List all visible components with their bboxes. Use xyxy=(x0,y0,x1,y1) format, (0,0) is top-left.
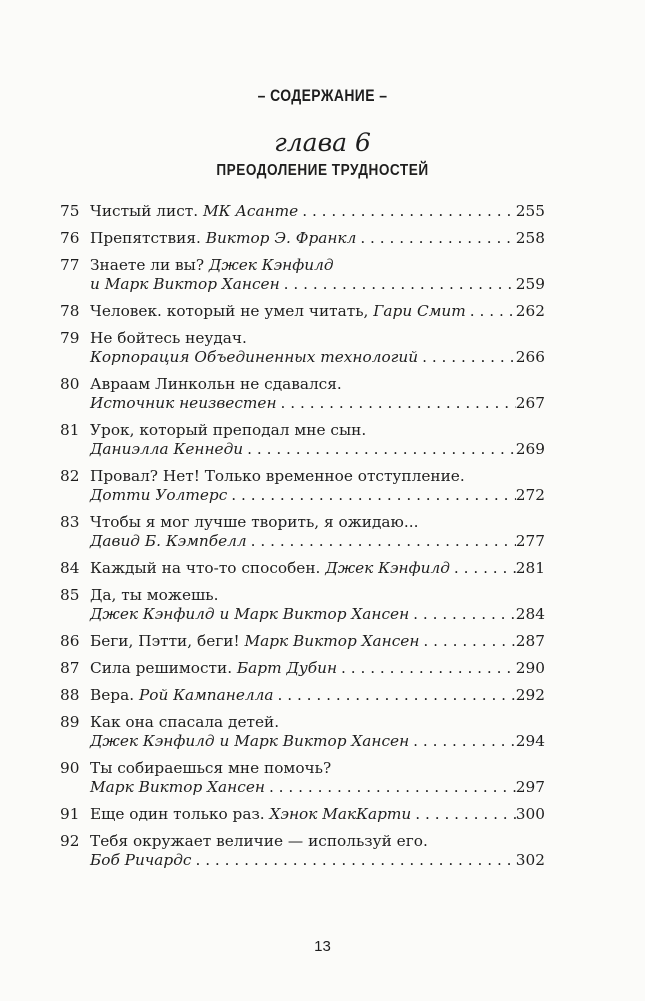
entry-line xyxy=(90,229,545,248)
entry-line xyxy=(90,421,545,440)
entry-author: Рой Кампанелла xyxy=(138,686,274,704)
entry-page-number: 294 xyxy=(515,732,545,750)
entry-number: 85 xyxy=(60,586,80,604)
entry-author: Даниэлла Кеннеди xyxy=(90,440,244,458)
entry-line xyxy=(90,805,545,824)
entry-line xyxy=(90,440,545,459)
entry-number: 76 xyxy=(60,229,80,247)
dot-leader xyxy=(356,229,515,248)
dot-leader xyxy=(191,851,515,870)
dot-leader xyxy=(409,605,516,624)
toc-entry[interactable] xyxy=(60,659,545,678)
toc-entry[interactable] xyxy=(60,805,545,824)
entry-body xyxy=(90,375,545,413)
entry-title: Чтобы я мог лучше творить, я ожидаю... xyxy=(90,513,419,531)
entry-body xyxy=(90,559,545,578)
entry-body xyxy=(90,329,545,367)
dot-leader xyxy=(243,440,516,459)
entry-line xyxy=(90,329,545,348)
entry-title: Еще один только раз. xyxy=(90,805,270,823)
entry-page-number: 262 xyxy=(515,302,545,320)
entry-page-number: 300 xyxy=(515,805,545,823)
entry-line xyxy=(90,532,545,551)
entry-line xyxy=(90,586,545,605)
entry-line xyxy=(90,686,545,705)
entry-line xyxy=(90,467,545,486)
entry-author: Марк Виктор Хансен xyxy=(90,778,265,796)
dot-leader xyxy=(274,686,516,705)
entry-number: 91 xyxy=(60,805,80,823)
toc-entry[interactable] xyxy=(60,329,545,367)
entry-title: Препятствия. xyxy=(90,229,206,247)
entry-body xyxy=(90,659,545,678)
entry-title: Как она спасала детей. xyxy=(90,713,280,731)
entry-body xyxy=(90,832,545,870)
entry-title: Не бойтесь неудач. xyxy=(90,329,247,347)
dot-leader xyxy=(247,532,516,551)
entry-line xyxy=(90,559,545,578)
entry-author: Гари Смит xyxy=(373,302,466,320)
entry-body xyxy=(90,686,545,705)
entry-body xyxy=(90,759,545,797)
toc-entry[interactable] xyxy=(60,229,545,248)
entry-line xyxy=(90,832,545,851)
entry-author: Боб Ричардс xyxy=(90,851,192,869)
entry-body xyxy=(90,513,545,551)
chapter-heading: глава 6 xyxy=(274,128,371,157)
entry-page-number: 269 xyxy=(515,440,545,458)
dot-leader xyxy=(411,805,516,824)
entry-title: Да, ты можешь. xyxy=(90,586,219,604)
entry-number: 89 xyxy=(60,713,80,731)
entry-line xyxy=(90,202,545,221)
entry-body xyxy=(90,302,545,321)
entry-number: 79 xyxy=(60,329,80,347)
entry-title: Знаете ли вы? xyxy=(90,256,209,274)
toc-entry[interactable] xyxy=(60,686,545,705)
entry-body xyxy=(90,467,545,505)
entry-body xyxy=(90,586,545,624)
entry-page-number: 267 xyxy=(515,394,545,412)
dot-leader xyxy=(337,659,516,678)
toc-entry[interactable] xyxy=(60,256,545,294)
entry-author: Источник неизвестен xyxy=(90,394,277,412)
entry-line xyxy=(90,605,545,624)
entry-page-number: 266 xyxy=(515,348,545,366)
entry-body xyxy=(90,202,545,221)
entry-body xyxy=(90,256,545,294)
entry-line xyxy=(90,713,545,732)
section-heading: – СОДЕРЖАНИЕ – xyxy=(257,86,388,105)
page-number: 13 xyxy=(314,938,331,955)
entry-author: Виктор Э. Франкл xyxy=(205,229,357,247)
entry-page-number: 297 xyxy=(515,778,545,796)
toc-entry[interactable] xyxy=(60,713,545,751)
toc-entry[interactable] xyxy=(60,375,545,413)
entry-number: 75 xyxy=(60,202,80,220)
toc-entry[interactable] xyxy=(60,586,545,624)
entry-page-number: 287 xyxy=(515,632,545,650)
entry-body xyxy=(90,632,545,651)
dot-leader xyxy=(280,275,516,294)
toc-entry[interactable] xyxy=(60,302,545,321)
entry-line xyxy=(90,275,545,294)
dot-leader xyxy=(265,778,516,797)
entry-page-number: 302 xyxy=(515,851,545,869)
dot-leader xyxy=(277,394,516,413)
entry-author: Марк Виктор Хансен xyxy=(244,632,420,650)
toc-entry[interactable] xyxy=(60,759,545,797)
table-of-contents xyxy=(60,202,545,878)
entry-title: Чистый лист. xyxy=(90,202,203,220)
entry-body xyxy=(90,805,545,824)
dot-leader xyxy=(418,348,516,367)
entry-page-number: 277 xyxy=(515,532,545,550)
entry-page-number: 259 xyxy=(515,275,545,293)
entry-number: 81 xyxy=(60,421,80,439)
entry-author: Джек Кэнфилд xyxy=(208,256,334,274)
entry-author: Корпорация Объединенных технологий xyxy=(90,348,419,366)
entry-number: 86 xyxy=(60,632,80,650)
entry-line xyxy=(90,659,545,678)
entry-page-number: 281 xyxy=(515,559,545,577)
entry-line xyxy=(90,486,545,505)
entry-number: 88 xyxy=(60,686,80,704)
entry-title: Каждый на что-то способен. xyxy=(90,559,326,577)
entry-line xyxy=(90,394,545,413)
entry-page-number: 255 xyxy=(515,202,545,220)
entry-author: МК Асанте xyxy=(202,202,299,220)
entry-title: Провал? Нет! Только временное отступление. xyxy=(90,467,465,485)
entry-line xyxy=(90,375,545,394)
entry-line xyxy=(90,513,545,532)
entry-title: Урок, который преподал мне сын. xyxy=(90,421,367,439)
entry-line xyxy=(90,302,545,321)
entry-number: 83 xyxy=(60,513,80,531)
entry-line xyxy=(90,759,545,778)
entry-number: 92 xyxy=(60,832,80,850)
entry-title: Человек. который не умел читать, xyxy=(90,302,374,320)
dot-leader xyxy=(450,559,516,578)
entry-title: Беги, Пэтти, беги! xyxy=(90,632,245,650)
entry-number: 82 xyxy=(60,467,80,485)
entry-author: Джек Кэнфилд и Марк Виктор Хансен xyxy=(90,732,410,750)
entry-number: 80 xyxy=(60,375,80,393)
entry-page-number: 290 xyxy=(515,659,545,677)
toc-entry[interactable] xyxy=(60,632,545,651)
dot-leader xyxy=(466,302,516,321)
entry-number: 77 xyxy=(60,256,80,274)
entry-body xyxy=(90,713,545,751)
toc-entry[interactable] xyxy=(60,202,545,221)
entry-number: 90 xyxy=(60,759,80,777)
toc-entry[interactable] xyxy=(60,467,545,505)
dot-leader xyxy=(419,632,515,651)
entry-title: Вера. xyxy=(90,686,139,704)
entry-number: 87 xyxy=(60,659,80,677)
entry-title: Тебя окружает величие — используй его. xyxy=(90,832,428,850)
toc-entry[interactable] xyxy=(60,559,545,578)
entry-title: Ты собираешься мне помочь? xyxy=(90,759,332,777)
toc-entry[interactable] xyxy=(60,421,545,459)
entry-author: Барт Дубин xyxy=(236,659,338,677)
toc-entry[interactable] xyxy=(60,832,545,870)
entry-line xyxy=(90,632,545,651)
entry-number: 78 xyxy=(60,302,80,320)
dot-leader xyxy=(227,486,516,505)
entry-body xyxy=(90,421,545,459)
entry-number: 84 xyxy=(60,559,80,577)
entry-author: Хэнок МакКарти xyxy=(269,805,412,823)
entry-author: Джек Кэнфилд и Марк Виктор Хансен xyxy=(90,605,410,623)
chapter-title: ПРЕОДОЛЕНИЕ ТРУДНОСТЕЙ xyxy=(216,162,429,179)
entry-line xyxy=(90,348,545,367)
entry-body xyxy=(90,229,545,248)
entry-line xyxy=(90,256,545,275)
entry-line xyxy=(90,778,545,797)
entry-page-number: 292 xyxy=(515,686,545,704)
entry-page-number: 272 xyxy=(515,486,545,504)
entry-author: Джек Кэнфилд xyxy=(325,559,450,577)
entry-title: Сила решимости. xyxy=(90,659,237,677)
entry-line xyxy=(90,851,545,870)
entry-author: Давид Б. Кэмпбелл xyxy=(90,532,247,550)
entry-author: и Марк Виктор Хансен xyxy=(90,275,280,293)
toc-entry[interactable] xyxy=(60,513,545,551)
entry-page-number: 284 xyxy=(515,605,545,623)
entry-line xyxy=(90,732,545,751)
dot-leader xyxy=(409,732,516,751)
entry-page-number: 258 xyxy=(515,229,545,247)
entry-author: Дотти Уолтерс xyxy=(90,486,228,504)
dot-leader xyxy=(298,202,516,221)
entry-title: Авраам Линкольн не сдавался. xyxy=(90,375,342,393)
